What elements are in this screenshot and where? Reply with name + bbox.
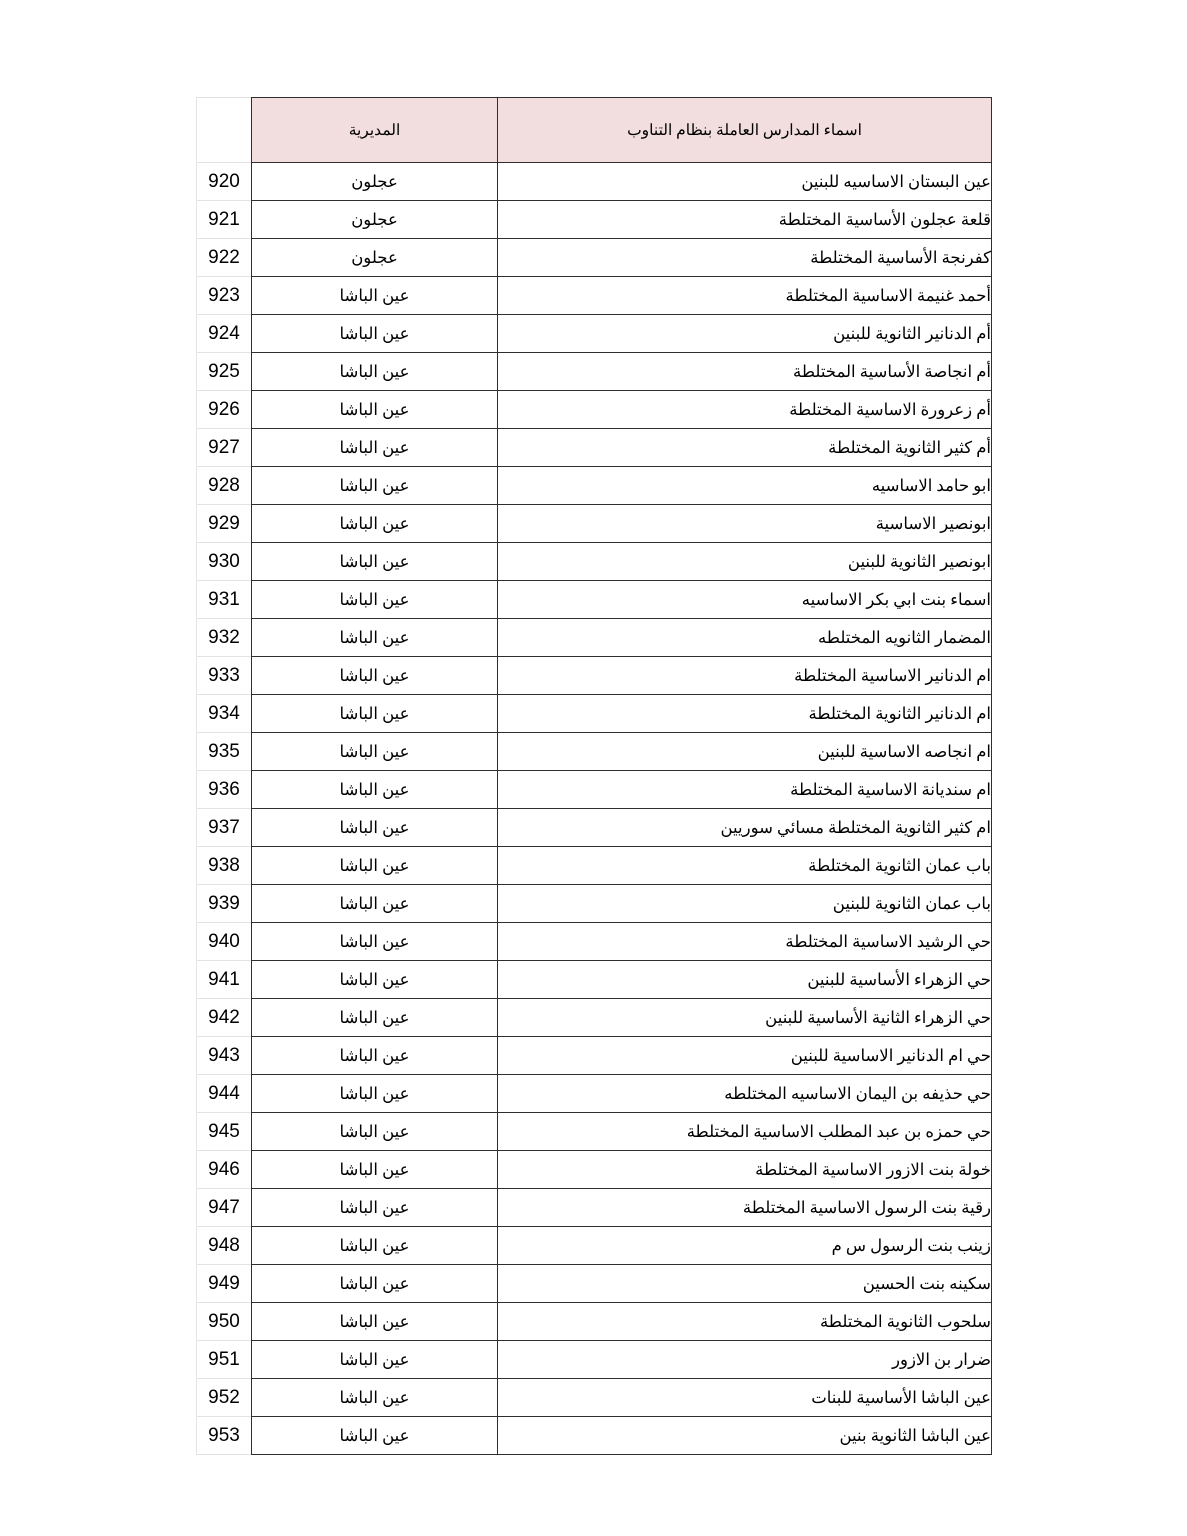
table-row xyxy=(197,505,992,543)
cell-school-name: عين الباشا الأساسية للبنات xyxy=(498,1379,992,1417)
table-row xyxy=(197,847,992,885)
cell-school-name: حي حذيفه بن اليمان الاساسيه المختلطه xyxy=(498,1075,992,1113)
table-row xyxy=(197,771,992,809)
cell-directorate: عين الباشا xyxy=(252,619,498,657)
cell-directorate: عين الباشا xyxy=(252,1417,498,1455)
cell-index: 947 xyxy=(197,1189,252,1227)
cell-school-name: ام انجاصه الاساسية للبنين xyxy=(498,733,992,771)
table-row xyxy=(197,619,992,657)
cell-index: 924 xyxy=(197,315,252,353)
schools-table-container xyxy=(196,97,991,1455)
table-row xyxy=(197,885,992,923)
cell-directorate: عين الباشا xyxy=(252,353,498,391)
cell-index: 937 xyxy=(197,809,252,847)
cell-index: 939 xyxy=(197,885,252,923)
cell-directorate: عين الباشا xyxy=(252,1113,498,1151)
cell-directorate: عين الباشا xyxy=(252,1379,498,1417)
cell-school-name: كفرنجة الأساسية المختلطة xyxy=(498,239,992,277)
cell-directorate: عين الباشا xyxy=(252,771,498,809)
cell-school-name: ام سنديانة الاساسية المختلطة xyxy=(498,771,992,809)
cell-index: 935 xyxy=(197,733,252,771)
table-row xyxy=(197,543,992,581)
cell-school-name: أم كثير الثانوية المختلطة xyxy=(498,429,992,467)
cell-directorate: عين الباشا xyxy=(252,657,498,695)
table-row xyxy=(197,315,992,353)
column-header-directorate: المديرية xyxy=(252,98,498,163)
schools-table xyxy=(196,97,992,1455)
table-row xyxy=(197,657,992,695)
cell-school-name: ضرار بن الازور xyxy=(498,1341,992,1379)
table-row xyxy=(197,1379,992,1417)
cell-school-name: حي حمزه بن عبد المطلب الاساسية المختلطة xyxy=(498,1113,992,1151)
cell-directorate: عين الباشا xyxy=(252,581,498,619)
cell-directorate: عين الباشا xyxy=(252,733,498,771)
cell-directorate: عين الباشا xyxy=(252,429,498,467)
cell-directorate: عين الباشا xyxy=(252,467,498,505)
cell-school-name: ابونصير الاساسية xyxy=(498,505,992,543)
cell-index: 932 xyxy=(197,619,252,657)
table-row xyxy=(197,1151,992,1189)
cell-school-name: باب عمان الثانوية للبنين xyxy=(498,885,992,923)
cell-school-name: ام الدنانير الاساسية المختلطة xyxy=(498,657,992,695)
cell-school-name: ام الدنانير الثانوية المختلطة xyxy=(498,695,992,733)
cell-index: 952 xyxy=(197,1379,252,1417)
cell-school-name: اسماء بنت ابي بكر الاساسيه xyxy=(498,581,992,619)
cell-index: 946 xyxy=(197,1151,252,1189)
cell-school-name: أم زعرورة الاساسية المختلطة xyxy=(498,391,992,429)
cell-directorate: عين الباشا xyxy=(252,999,498,1037)
cell-index: 948 xyxy=(197,1227,252,1265)
cell-index: 950 xyxy=(197,1303,252,1341)
cell-school-name: أحمد غنيمة الاساسية المختلطة xyxy=(498,277,992,315)
cell-index: 922 xyxy=(197,239,252,277)
cell-index: 951 xyxy=(197,1341,252,1379)
cell-index: 920 xyxy=(197,163,252,201)
cell-index: 928 xyxy=(197,467,252,505)
table-row xyxy=(197,733,992,771)
table-row xyxy=(197,923,992,961)
cell-school-name: باب عمان الثانوية المختلطة xyxy=(498,847,992,885)
cell-school-name: ام كثير الثانوية المختلطة مسائي سوريين xyxy=(498,809,992,847)
cell-directorate: عين الباشا xyxy=(252,695,498,733)
table-row xyxy=(197,961,992,999)
cell-directorate: عين الباشا xyxy=(252,391,498,429)
cell-school-name: حي الزهراء الثانية الأساسية للبنين xyxy=(498,999,992,1037)
cell-school-name: خولة بنت الازور الاساسية المختلطة xyxy=(498,1151,992,1189)
cell-directorate: عجلون xyxy=(252,239,498,277)
cell-index: 923 xyxy=(197,277,252,315)
cell-school-name: حي الرشيد الاساسية المختلطة xyxy=(498,923,992,961)
cell-school-name: ابو حامد الاساسيه xyxy=(498,467,992,505)
cell-school-name: سكينه بنت الحسين xyxy=(498,1265,992,1303)
cell-directorate: عين الباشا xyxy=(252,277,498,315)
table-row xyxy=(197,467,992,505)
cell-index: 933 xyxy=(197,657,252,695)
table-row xyxy=(197,1113,992,1151)
cell-index: 926 xyxy=(197,391,252,429)
table-row xyxy=(197,239,992,277)
column-header-index xyxy=(197,98,252,163)
cell-directorate: عين الباشا xyxy=(252,1189,498,1227)
cell-school-name: سلحوب الثانوية المختلطة xyxy=(498,1303,992,1341)
table-row xyxy=(197,353,992,391)
table-row xyxy=(197,391,992,429)
cell-school-name: رقية بنت الرسول الاساسية المختلطة xyxy=(498,1189,992,1227)
cell-directorate: عين الباشا xyxy=(252,1037,498,1075)
cell-school-name: المضمار الثانويه المختلطه xyxy=(498,619,992,657)
cell-directorate: عين الباشا xyxy=(252,1151,498,1189)
table-row xyxy=(197,1037,992,1075)
table-body xyxy=(197,163,992,1455)
cell-index: 927 xyxy=(197,429,252,467)
table-row xyxy=(197,201,992,239)
table-row xyxy=(197,1265,992,1303)
cell-index: 953 xyxy=(197,1417,252,1455)
cell-index: 931 xyxy=(197,581,252,619)
cell-directorate: عين الباشا xyxy=(252,1303,498,1341)
cell-directorate: عجلون xyxy=(252,163,498,201)
table-row xyxy=(197,1227,992,1265)
cell-index: 936 xyxy=(197,771,252,809)
table-row xyxy=(197,809,992,847)
cell-directorate: عين الباشا xyxy=(252,809,498,847)
cell-directorate: عين الباشا xyxy=(252,961,498,999)
cell-index: 938 xyxy=(197,847,252,885)
table-row xyxy=(197,1075,992,1113)
cell-index: 934 xyxy=(197,695,252,733)
cell-directorate: عين الباشا xyxy=(252,885,498,923)
cell-index: 930 xyxy=(197,543,252,581)
cell-school-name: ابونصير الثانوية للبنين xyxy=(498,543,992,581)
cell-directorate: عين الباشا xyxy=(252,1265,498,1303)
cell-school-name: أم الدنانير الثانوية للبنين xyxy=(498,315,992,353)
table-row xyxy=(197,277,992,315)
cell-school-name: عين البستان الاساسيه للبنين xyxy=(498,163,992,201)
cell-directorate: عين الباشا xyxy=(252,847,498,885)
table-row xyxy=(197,163,992,201)
cell-index: 943 xyxy=(197,1037,252,1075)
table-row xyxy=(197,1303,992,1341)
table-row xyxy=(197,429,992,467)
cell-index: 945 xyxy=(197,1113,252,1151)
cell-index: 941 xyxy=(197,961,252,999)
cell-directorate: عين الباشا xyxy=(252,1075,498,1113)
cell-school-name: حي ام الدنانير الاساسية للبنين xyxy=(498,1037,992,1075)
cell-directorate: عين الباشا xyxy=(252,1341,498,1379)
cell-index: 940 xyxy=(197,923,252,961)
cell-directorate: عين الباشا xyxy=(252,315,498,353)
cell-index: 921 xyxy=(197,201,252,239)
cell-index: 929 xyxy=(197,505,252,543)
cell-index: 925 xyxy=(197,353,252,391)
cell-directorate: عين الباشا xyxy=(252,505,498,543)
cell-directorate: عين الباشا xyxy=(252,543,498,581)
table-header-row xyxy=(197,98,992,163)
table-row xyxy=(197,1417,992,1455)
table-header xyxy=(197,98,992,163)
cell-school-name: زينب بنت الرسول س م xyxy=(498,1227,992,1265)
table-row xyxy=(197,695,992,733)
cell-directorate: عجلون xyxy=(252,201,498,239)
column-header-school-name: اسماء المدارس العاملة بنظام التناوب xyxy=(498,98,992,163)
cell-school-name: قلعة عجلون الأساسية المختلطة xyxy=(498,201,992,239)
table-row xyxy=(197,581,992,619)
table-row xyxy=(197,1341,992,1379)
cell-index: 949 xyxy=(197,1265,252,1303)
cell-directorate: عين الباشا xyxy=(252,923,498,961)
table-row xyxy=(197,1189,992,1227)
cell-school-name: عين الباشا الثانوية بنين xyxy=(498,1417,992,1455)
cell-directorate: عين الباشا xyxy=(252,1227,498,1265)
cell-index: 942 xyxy=(197,999,252,1037)
table-row xyxy=(197,999,992,1037)
cell-index: 944 xyxy=(197,1075,252,1113)
cell-school-name: أم انجاصة الأساسية المختلطة xyxy=(498,353,992,391)
cell-school-name: حي الزهراء الأساسية للبنين xyxy=(498,961,992,999)
